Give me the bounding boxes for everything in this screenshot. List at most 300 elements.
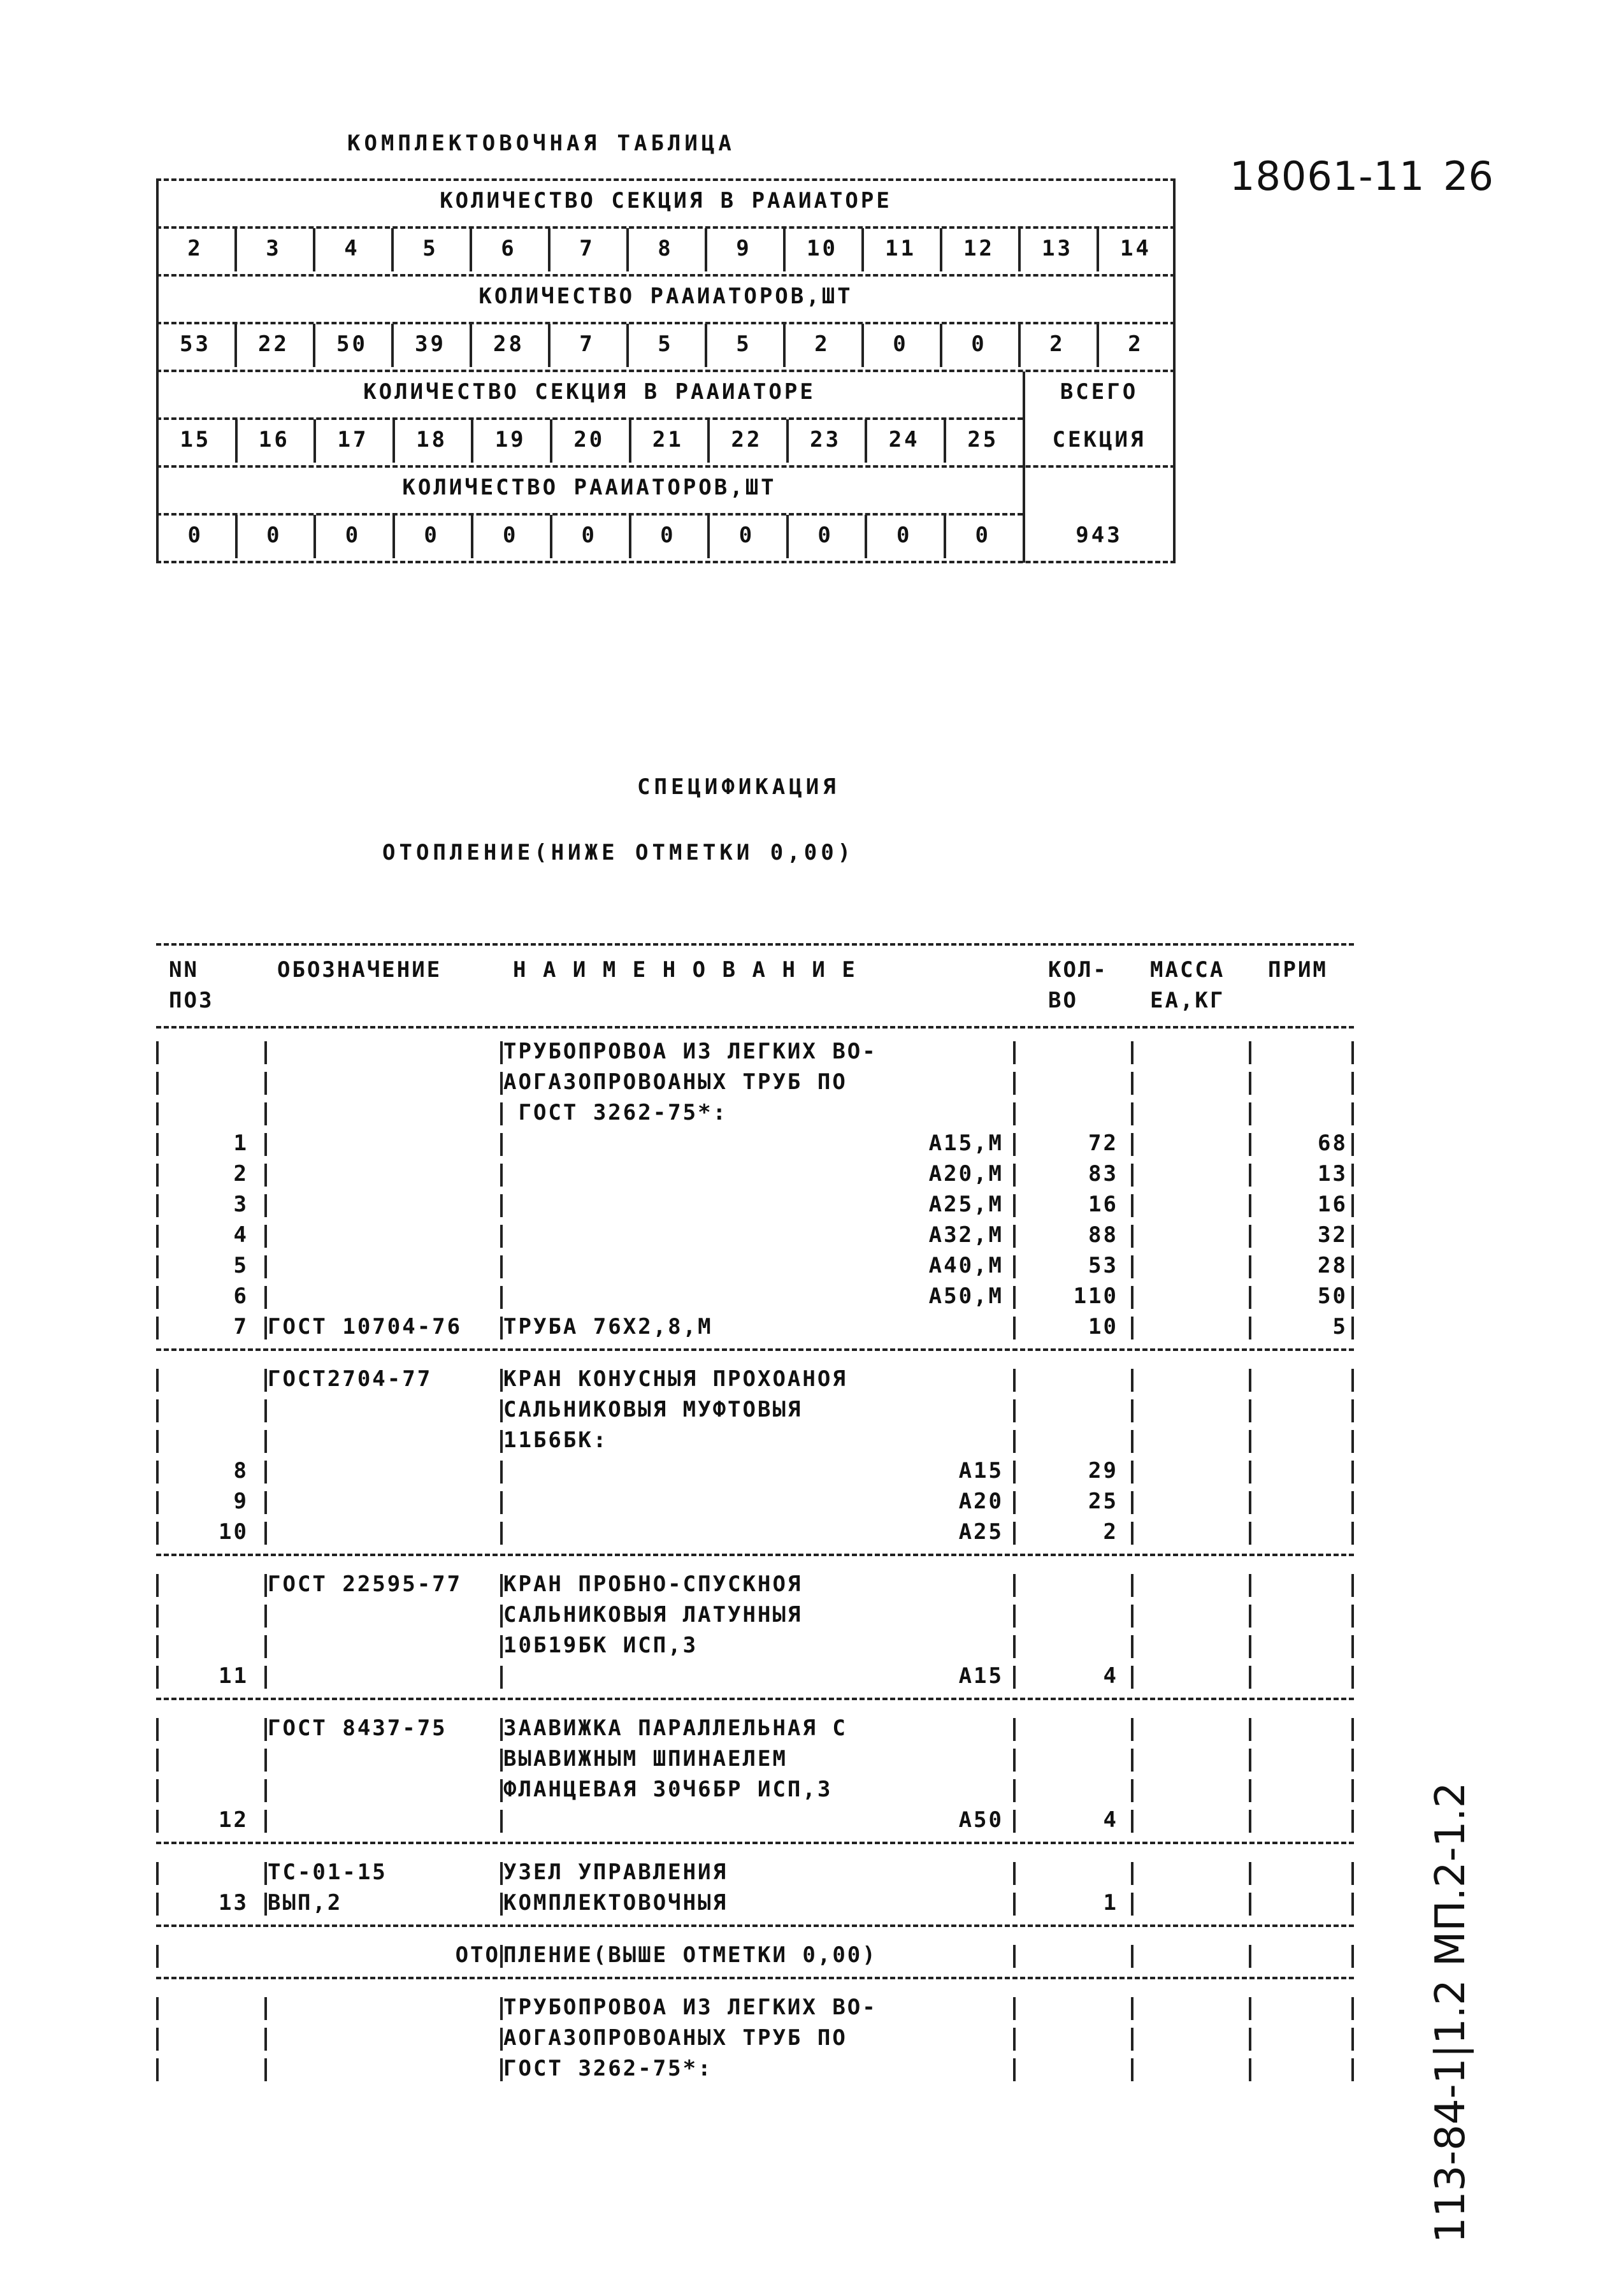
cell-name: САЛЬНИКОВЫЯ ЛАТУННЫЯ xyxy=(503,1602,803,1628)
cell-border xyxy=(1013,1194,1016,1217)
cell-border xyxy=(1351,1461,1354,1484)
cell-name: ГОСТ 3262-75*: xyxy=(503,2056,713,2081)
cell-border xyxy=(156,1779,159,1802)
cell-border xyxy=(391,228,394,271)
cell-border xyxy=(1013,1997,1016,2020)
cell-border xyxy=(1249,1997,1251,2020)
cell-border xyxy=(156,2028,159,2051)
kit-cell: 14 xyxy=(1120,236,1151,261)
kit-cell: 0 xyxy=(975,523,991,548)
spec-row xyxy=(156,1807,1354,1838)
cell-border xyxy=(1351,1194,1354,1217)
cell-size: А25,М xyxy=(928,1192,1004,1217)
cell-border xyxy=(1131,1461,1133,1484)
kit-cell: 13 xyxy=(1042,236,1073,261)
header-name: Н А И М Е Н О В А Н И Е xyxy=(513,957,857,983)
cell-border xyxy=(235,515,238,558)
divider xyxy=(156,1977,1354,1979)
cell-border xyxy=(1351,2028,1354,2051)
kit-cell: 0 xyxy=(424,523,440,548)
cell-border xyxy=(1013,1255,1016,1278)
cell-border xyxy=(264,1164,267,1187)
cell-border xyxy=(264,1522,267,1545)
cell-border xyxy=(626,228,629,271)
kit-cell: 18 xyxy=(416,427,448,452)
cell-border xyxy=(500,2058,503,2081)
cell-border xyxy=(783,228,786,271)
divider xyxy=(156,1842,1354,1844)
cell-border xyxy=(1351,1810,1354,1833)
cell-border xyxy=(1249,1718,1251,1741)
kit-cell: 5 xyxy=(422,236,438,261)
cell-note: 28 xyxy=(1318,1253,1348,1278)
cell-border xyxy=(1013,1102,1016,1125)
cell-border xyxy=(1351,1635,1354,1658)
kit-cell: 0 xyxy=(738,523,755,548)
cell-border xyxy=(1131,1810,1133,1833)
cell-border xyxy=(392,515,395,558)
cell-border xyxy=(235,419,238,463)
cell-border xyxy=(500,1635,503,1658)
cell-border xyxy=(156,1945,159,1968)
cell-pos: 12 xyxy=(219,1807,248,1833)
cell-qty: 25 xyxy=(1088,1489,1118,1514)
cell-border xyxy=(707,515,710,558)
cell-size: А50,М xyxy=(928,1283,1004,1309)
cell-name: 10Б19БК ИСП,3 xyxy=(503,1633,698,1658)
cell-border xyxy=(1097,228,1099,271)
cell-border xyxy=(500,1255,503,1278)
cell-border xyxy=(1131,1862,1133,1885)
cell-note: 68 xyxy=(1318,1130,1348,1156)
cell-border xyxy=(500,1461,503,1484)
cell-border xyxy=(1013,1041,1016,1064)
cell-border xyxy=(500,1164,503,1187)
cell-border xyxy=(861,324,864,367)
cell-name: ПЛЕНИЕ(ВЫШЕ ОТМЕТКИ 0,00) xyxy=(503,1942,877,1968)
cell-border xyxy=(1249,1225,1251,1248)
table-border xyxy=(1023,372,1025,563)
spec-row xyxy=(156,1633,1354,1663)
kit-cell: 0 xyxy=(581,523,598,548)
kit-cell: 10 xyxy=(807,236,838,261)
cell-border xyxy=(500,1041,503,1064)
cell-size: А15 xyxy=(958,1458,1004,1484)
cell-border xyxy=(156,1810,159,1833)
header-pos-2: ПОЗ xyxy=(169,988,214,1013)
cell-border xyxy=(264,1491,267,1514)
cell-border xyxy=(1249,2028,1251,2051)
kit-sections-row-1 xyxy=(156,231,1176,269)
cell-border xyxy=(500,1286,503,1309)
spec-row xyxy=(156,2025,1354,2056)
kit-cell: 2 xyxy=(814,331,830,357)
kit-cell: 0 xyxy=(893,331,909,357)
cell-border xyxy=(1131,2058,1133,2081)
spec-row xyxy=(156,1427,1354,1458)
cell-border xyxy=(783,324,786,367)
cell-border xyxy=(264,1102,267,1125)
cell-border xyxy=(1013,1945,1016,1968)
cell-des: ГОСТ2704-77 xyxy=(268,1366,433,1392)
cell-border xyxy=(313,324,315,367)
cell-note: 16 xyxy=(1318,1192,1348,1217)
kit-total-value: 943 xyxy=(1076,523,1123,548)
cell-qty: 72 xyxy=(1088,1130,1118,1156)
cell-border xyxy=(1249,1605,1251,1628)
cell-pos: 13 xyxy=(219,1890,248,1916)
cell-border xyxy=(264,2028,267,2051)
kit-radiators-label-2: КОЛИЧЕСТВО РААИАТОРОВ,ШТ xyxy=(402,475,777,500)
cell-border xyxy=(1249,1255,1251,1278)
cell-border xyxy=(500,1133,503,1156)
cell-qty: 4 xyxy=(1103,1663,1118,1689)
cell-border xyxy=(1131,1718,1133,1741)
divider xyxy=(156,1554,1354,1556)
cell-border xyxy=(264,1666,267,1689)
kit-cell: 0 xyxy=(896,523,912,548)
divider xyxy=(156,274,1176,277)
cell-pos: 3 xyxy=(233,1192,248,1217)
cell-border xyxy=(1249,1286,1251,1309)
cell-border xyxy=(1249,1862,1251,1885)
kit-cell: 25 xyxy=(967,427,999,452)
cell-border xyxy=(707,419,710,463)
cell-border xyxy=(156,1225,159,1248)
cell-border xyxy=(500,1102,503,1125)
header-mass: МАССА xyxy=(1150,957,1225,983)
cell-border xyxy=(470,324,472,367)
cell-border xyxy=(1131,1164,1133,1187)
cell-border xyxy=(264,1893,267,1916)
divider xyxy=(156,1698,1354,1700)
cell-border xyxy=(313,228,315,271)
cell-border xyxy=(156,1718,159,1741)
cell-border xyxy=(1249,1574,1251,1597)
cell-border xyxy=(156,1255,159,1278)
cell-border xyxy=(264,1317,267,1339)
cell-border xyxy=(1013,1133,1016,1156)
cell-border xyxy=(1351,1574,1354,1597)
cell-border xyxy=(940,324,942,367)
spec-row xyxy=(156,1663,1354,1694)
cell-border xyxy=(264,1862,267,1885)
cell-border xyxy=(264,1194,267,1217)
cell-name: ГОСТ 3262-75*: xyxy=(503,1100,728,1125)
kit-cell: 17 xyxy=(337,427,369,452)
cell-border xyxy=(1013,1749,1016,1772)
cell-border xyxy=(1018,228,1021,271)
cell-border xyxy=(264,1133,267,1156)
cell-border xyxy=(1249,1041,1251,1064)
cell-name: УЗЕЛ УПРАВЛЕНИЯ xyxy=(503,1859,728,1885)
cell-des: ГОСТ 10704-76 xyxy=(268,1314,463,1339)
cell-border xyxy=(1097,324,1099,367)
spec-row xyxy=(156,1161,1354,1192)
spec-row xyxy=(156,1314,1354,1345)
kit-cell: 7 xyxy=(579,331,595,357)
cell-border xyxy=(1351,1369,1354,1392)
cell-border xyxy=(264,1225,267,1248)
cell-border xyxy=(156,1041,159,1064)
cell-border xyxy=(500,1574,503,1597)
cell-border xyxy=(1131,1574,1133,1597)
spec-row xyxy=(156,1571,1354,1602)
kit-cell: 5 xyxy=(736,331,752,357)
cell-border xyxy=(156,1102,159,1125)
kit-cell: 12 xyxy=(963,236,995,261)
cell-border xyxy=(1249,1072,1251,1095)
cell-border xyxy=(500,1810,503,1833)
cell-border xyxy=(156,1461,159,1484)
cell-border xyxy=(234,324,237,367)
kit-cell: 0 xyxy=(660,523,676,548)
spec-row xyxy=(156,1489,1354,1519)
cell-border xyxy=(940,228,942,271)
cell-border xyxy=(1013,1072,1016,1095)
cell-border xyxy=(500,1862,503,1885)
kit-cell: 24 xyxy=(888,427,920,452)
cell-border xyxy=(1249,1430,1251,1453)
kit-cell: 7 xyxy=(579,236,595,261)
spec-header-row-1 xyxy=(156,957,1354,988)
table-border xyxy=(156,180,159,563)
cell-pos: 8 xyxy=(233,1458,248,1484)
cell-border xyxy=(1351,1945,1354,1968)
spec-row xyxy=(156,1253,1354,1283)
cell-qty: 110 xyxy=(1073,1283,1118,1309)
cell-qty: 10 xyxy=(1088,1314,1118,1339)
spec-row xyxy=(156,1602,1354,1633)
cell-border xyxy=(264,1635,267,1658)
cell-name: АОГАЗОПРОВОАНЫХ ТРУБ ПО xyxy=(503,1069,847,1095)
cell-border xyxy=(264,1810,267,1833)
cell-border xyxy=(1013,1399,1016,1422)
cell-border xyxy=(156,1862,159,1885)
cell-name: САЛЬНИКОВЫЯ МУФТОВЫЯ xyxy=(503,1397,803,1422)
kit-cell: 22 xyxy=(258,331,289,357)
cell-border xyxy=(865,419,867,463)
kit-cell: 3 xyxy=(266,236,282,261)
cell-name: ВЫАВИЖНЫМ ШПИНАЕЛЕМ xyxy=(503,1746,788,1772)
cell-border xyxy=(471,515,473,558)
cell-des: ТС-01-15 xyxy=(268,1859,387,1885)
cell-border xyxy=(1249,1164,1251,1187)
cell-name: ФЛАНЦЕВАЯ 30Ч6БР ИСП,3 xyxy=(503,1777,833,1802)
cell-border xyxy=(156,1164,159,1187)
cell-border xyxy=(1013,1286,1016,1309)
cell-border xyxy=(1249,1369,1251,1392)
cell-border xyxy=(548,228,550,271)
cell-border xyxy=(156,1635,159,1658)
divider xyxy=(156,226,1176,229)
cell-border xyxy=(156,1491,159,1514)
cell-note: 5 xyxy=(1332,1314,1348,1339)
cell-border xyxy=(1249,1749,1251,1772)
cell-border xyxy=(1351,1286,1354,1309)
spec-row xyxy=(156,1222,1354,1253)
cell-border xyxy=(264,1718,267,1741)
cell-border xyxy=(786,419,789,463)
cell-border xyxy=(1249,1133,1251,1156)
cell-border xyxy=(1013,1522,1016,1545)
cell-border xyxy=(944,515,946,558)
kit-cell: 0 xyxy=(187,523,204,548)
spec-row xyxy=(156,1192,1354,1222)
cell-size: А32,М xyxy=(928,1222,1004,1248)
kit-total-label-2: СЕКЦИЯ xyxy=(1052,427,1146,452)
cell-border xyxy=(1351,1779,1354,1802)
cell-border xyxy=(1351,1666,1354,1689)
cell-border xyxy=(548,324,550,367)
side-stamp-label: 113-84-1|1.2 МП.2-1.2 xyxy=(1427,1782,1474,2243)
cell-border xyxy=(264,2058,267,2081)
cell-border xyxy=(1249,1102,1251,1125)
divider xyxy=(156,322,1176,324)
cell-border xyxy=(1351,1491,1354,1514)
spec-row xyxy=(156,1890,1354,1921)
cell-border xyxy=(156,1369,159,1392)
cell-border xyxy=(1131,1194,1133,1217)
cell-border xyxy=(1131,1317,1133,1339)
spec-row xyxy=(156,1519,1354,1550)
cell-border xyxy=(1013,1574,1016,1597)
kit-cell: 5 xyxy=(658,331,673,357)
cell-border xyxy=(1351,1862,1354,1885)
cell-border xyxy=(1131,1997,1133,2020)
cell-border xyxy=(313,419,316,463)
cell-qty: 88 xyxy=(1088,1222,1118,1248)
cell-border xyxy=(156,1666,159,1689)
kit-table-title: КОМПЛЕКТОВОЧНАЯ ТАБЛИЦА xyxy=(347,131,735,156)
cell-border xyxy=(264,1749,267,1772)
cell-border xyxy=(1351,1317,1354,1339)
cell-border xyxy=(1131,2028,1133,2051)
cell-border xyxy=(865,515,867,558)
header-mass-2: ЕА,КГ xyxy=(1150,988,1225,1013)
cell-border xyxy=(1131,1369,1133,1392)
cell-border xyxy=(1351,1164,1354,1187)
cell-border xyxy=(264,1286,267,1309)
cell-border xyxy=(1131,1286,1133,1309)
cell-border xyxy=(156,1997,159,2020)
cell-border xyxy=(1013,1491,1016,1514)
cell-border xyxy=(1131,1133,1133,1156)
cell-border xyxy=(1351,1072,1354,1095)
cell-border xyxy=(1131,1635,1133,1658)
cell-border xyxy=(629,515,631,558)
cell-border xyxy=(264,1997,267,2020)
cell-pos: 11 xyxy=(219,1663,248,1689)
cell-border xyxy=(264,1399,267,1422)
cell-border xyxy=(861,228,864,271)
spec-row xyxy=(156,1715,1354,1746)
kit-cell: 20 xyxy=(573,427,605,452)
cell-border xyxy=(264,1574,267,1597)
cell-pos: 2 xyxy=(233,1161,248,1187)
cell-border xyxy=(500,1430,503,1453)
cell-name: КОМПЛЕКТОВОЧНЫЯ xyxy=(503,1890,728,1916)
cell-border xyxy=(1018,324,1021,367)
cell-border xyxy=(1013,1635,1016,1658)
kit-total-label: ВСЕГО xyxy=(1060,379,1139,405)
kit-sections-label-2: КОЛИЧЕСТВО СЕКЦИЯ В РААИАТОРЕ xyxy=(363,379,816,405)
cell-border xyxy=(1131,1102,1133,1125)
spec-row xyxy=(156,1397,1354,1427)
divider xyxy=(156,1348,1354,1351)
cell-border xyxy=(1013,1810,1016,1833)
cell-border xyxy=(1351,1430,1354,1453)
cell-border xyxy=(1351,1749,1354,1772)
table-border xyxy=(1173,180,1176,563)
kit-cell: 22 xyxy=(731,427,763,452)
cell-border xyxy=(1131,1666,1133,1689)
cell-border xyxy=(313,515,316,558)
cell-border xyxy=(1131,1072,1133,1095)
divider xyxy=(156,513,1023,516)
cell-border xyxy=(156,1194,159,1217)
cell-border xyxy=(1131,1605,1133,1628)
spec-row xyxy=(156,1746,1354,1777)
cell-size: А20,М xyxy=(928,1161,1004,1187)
cell-border xyxy=(1131,1225,1133,1248)
cell-qty: 1 xyxy=(1103,1890,1118,1916)
kit-radiators-header-1 xyxy=(156,278,1176,317)
cell-border xyxy=(1351,1605,1354,1628)
kit-cell: 4 xyxy=(344,236,360,261)
cell-name: ТРУБОПРОВОА ИЗ ЛЕГКИХ ВО- xyxy=(503,1039,877,1064)
cell-border xyxy=(264,1605,267,1628)
cell-border xyxy=(500,1605,503,1628)
kit-cell: 19 xyxy=(494,427,526,452)
divider xyxy=(156,417,1023,420)
spec-section-row xyxy=(156,1942,1354,1973)
cell-border xyxy=(1249,2058,1251,2081)
cell-name: ТРУБОПРОВОА ИЗ ЛЕГКИХ ВО- xyxy=(503,1995,877,2020)
cell-qty: 83 xyxy=(1088,1161,1118,1187)
cell-border xyxy=(1249,1945,1251,1968)
cell-border xyxy=(1013,1461,1016,1484)
cell-pos: 7 xyxy=(233,1314,248,1339)
cell-pos: 6 xyxy=(233,1283,248,1309)
kit-cell: 0 xyxy=(502,523,519,548)
cell-border xyxy=(1249,1779,1251,1802)
cell-size: А50 xyxy=(958,1807,1004,1833)
kit-cell: 9 xyxy=(736,236,752,261)
cell-name: ТРУБА 76X2,8,М xyxy=(503,1314,713,1339)
cell-border xyxy=(786,515,789,558)
cell-border xyxy=(470,228,472,271)
cell-border xyxy=(1351,1893,1354,1916)
cell-des: ОТО xyxy=(455,1942,500,1968)
cell-border xyxy=(500,1225,503,1248)
divider xyxy=(156,943,1354,946)
cell-border xyxy=(156,2058,159,2081)
spec-row xyxy=(156,2056,1354,2086)
header-pos: NN xyxy=(169,957,199,983)
cell-border xyxy=(156,1749,159,1772)
kit-cell: 0 xyxy=(817,523,833,548)
kit-cell: 39 xyxy=(415,331,446,357)
header-qty-2: ВО xyxy=(1048,988,1078,1013)
cell-border xyxy=(705,228,707,271)
cell-qty: 4 xyxy=(1103,1807,1118,1833)
cell-border xyxy=(156,1317,159,1339)
cell-border xyxy=(264,1430,267,1453)
cell-border xyxy=(1013,1718,1016,1741)
kit-cell: 21 xyxy=(652,427,684,452)
cell-qty: 53 xyxy=(1088,1253,1118,1278)
